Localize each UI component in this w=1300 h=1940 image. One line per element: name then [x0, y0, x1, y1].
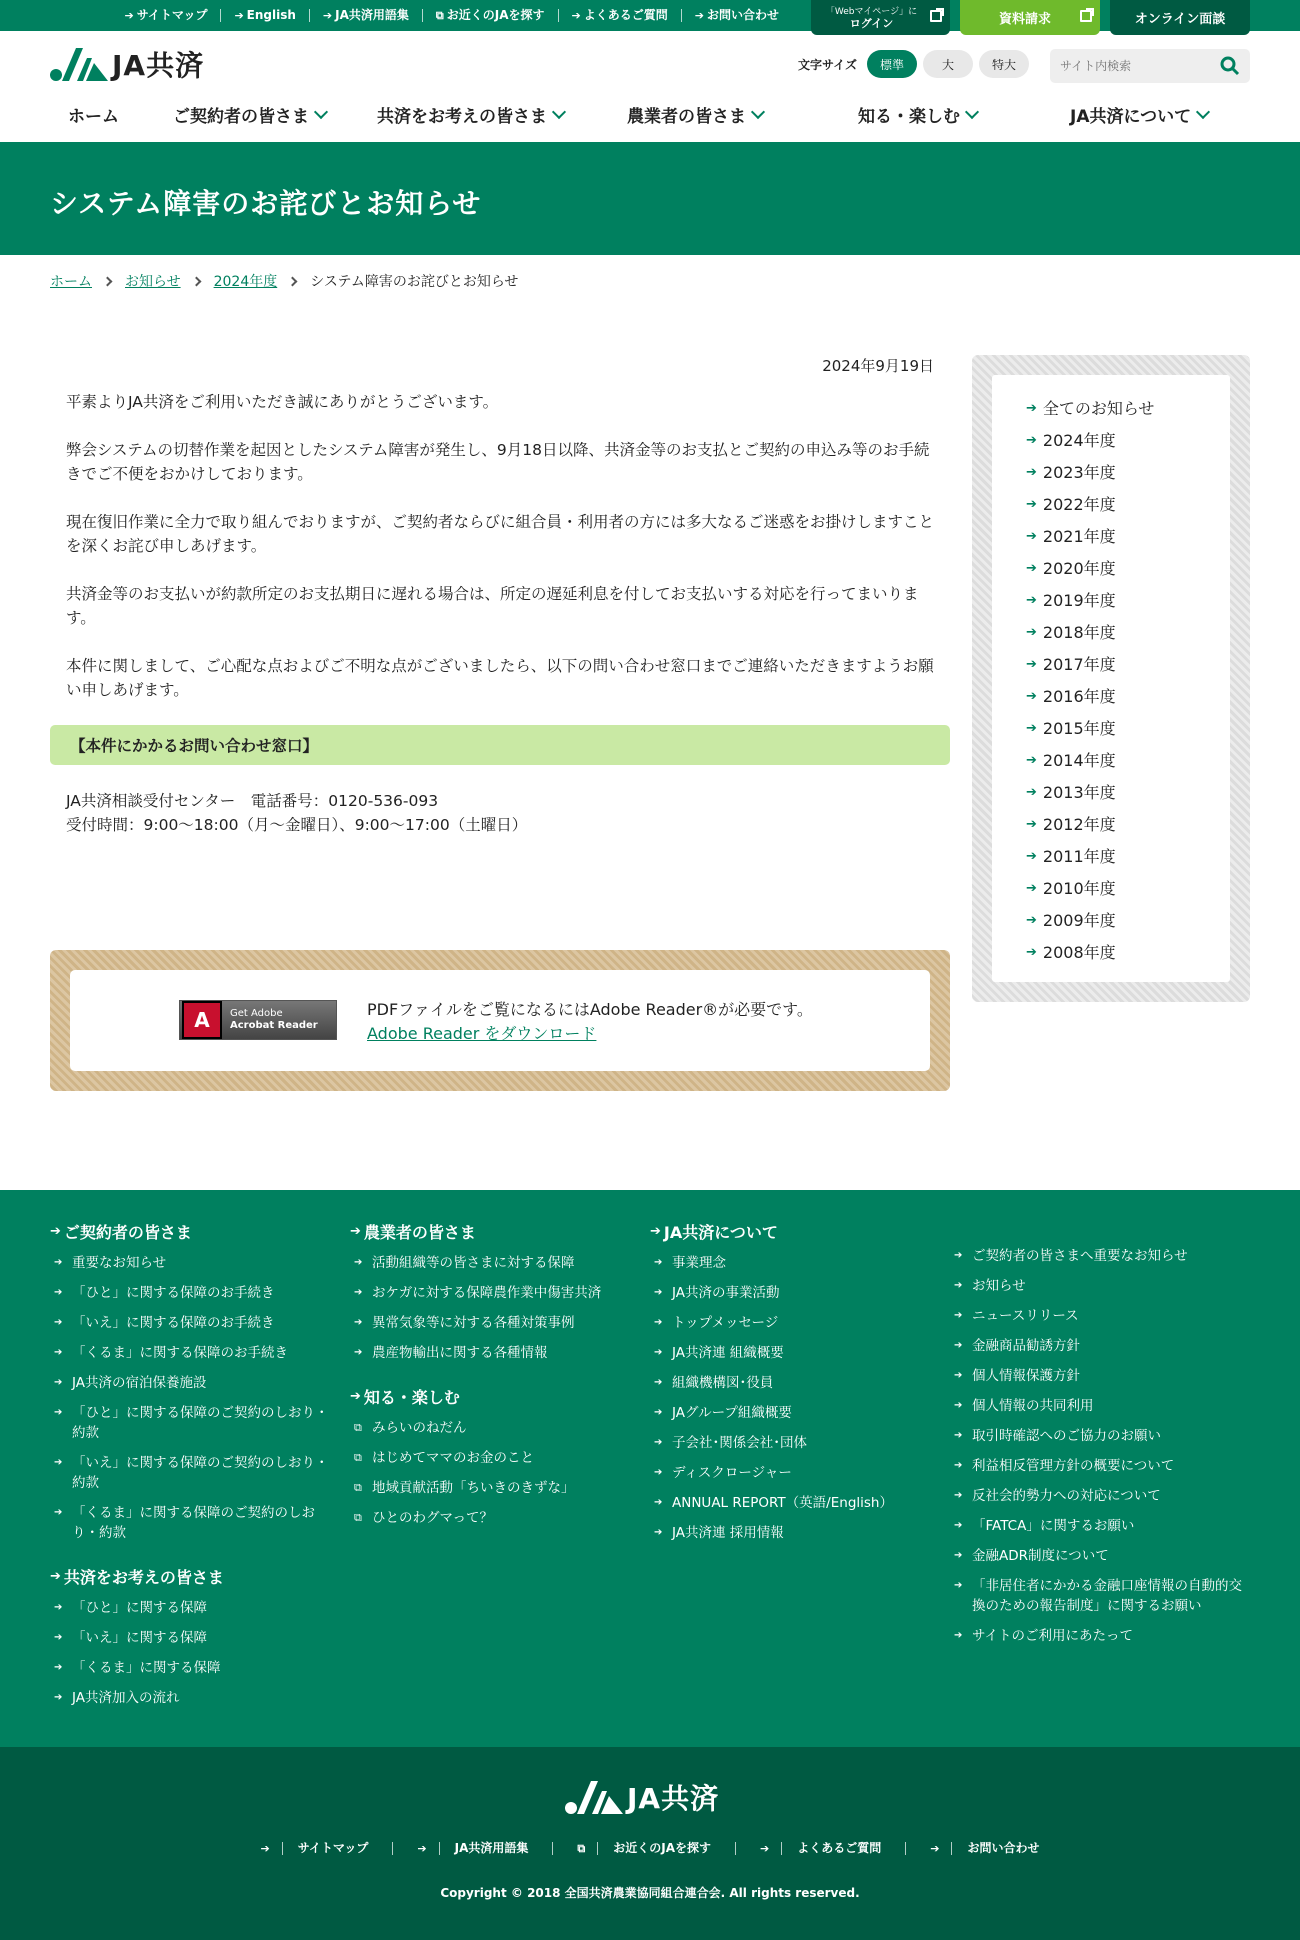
adobe-banner-text	[230, 1008, 318, 1032]
breadcrumb	[50, 271, 518, 291]
chevron-down-icon	[965, 105, 979, 119]
web-mypage-login-button[interactable]: 「Webマイページ」に ログイン	[811, 0, 950, 35]
arrow-right-icon: ➔	[650, 1224, 661, 1239]
footer-link[interactable]: ⧉ みらいのねだん	[350, 1418, 640, 1438]
arrow-right-icon: ➔	[1026, 849, 1037, 864]
arrow-right-icon: ➔	[1026, 913, 1037, 928]
footer-link[interactable]: ➔ 農産物輸出に関する各種情報	[350, 1343, 640, 1363]
arrow-right-icon: ➔	[405, 1842, 439, 1855]
article-date: 2024年9月19日	[822, 357, 934, 375]
adobe-get-text: Get Adobe	[230, 1008, 283, 1019]
arrow-right-icon: ➔	[350, 1389, 361, 1404]
gnav-about[interactable]: JA共済について	[1070, 102, 1208, 127]
arrow-right-icon: ➔	[50, 1224, 61, 1239]
footer-group	[50, 1565, 340, 1708]
footer-link[interactable]: ➔ 「FATCA」に関するお願い	[950, 1516, 1250, 1536]
arrow-right-icon: ➔	[350, 1224, 361, 1239]
arrow-right-icon: ➔	[1026, 401, 1037, 416]
arrow-right-icon: ➔	[1026, 753, 1037, 768]
footer-link[interactable]: ➔ 利益相反管理方針の概要について	[950, 1456, 1250, 1476]
request-materials-button[interactable]: 資料請求	[960, 0, 1100, 35]
util-link-sitemap[interactable]: ➔ サイトマップ	[112, 9, 222, 22]
online-meeting-button[interactable]: オンライン面談	[1110, 0, 1250, 35]
gnav-policyholders[interactable]: ご契約者の皆さま	[173, 102, 326, 127]
util-link-glossary[interactable]: ➔ JA共済用語集	[310, 9, 423, 22]
contact-info	[50, 789, 950, 837]
footer-bottom-links	[0, 1842, 1300, 1855]
copyright: Copyright © 2018 全国共済農業協同組合連合会. All rights reserved.	[440, 1886, 860, 1900]
sidebar-item[interactable]: ➔ 2013年度	[1026, 777, 1230, 809]
footer-heading[interactable]: ➔ 共済をお考えの皆さま	[50, 1568, 224, 1587]
search-icon[interactable]	[1220, 56, 1240, 76]
sidebar-item[interactable]: ➔ 2021年度	[1026, 521, 1230, 553]
arrow-right-icon: ➔	[918, 1842, 952, 1855]
pdf-reader-inner	[70, 970, 930, 1071]
footer-group	[350, 1385, 640, 1528]
arrow-right-icon: ➔	[1026, 817, 1037, 832]
footer-link[interactable]: ➔ 「いえ」に関する保障	[50, 1628, 340, 1648]
util-link-faq[interactable]: ➔ よくあるご質問	[559, 9, 682, 22]
arrow-right-icon: ➔	[249, 1842, 283, 1855]
arrow-right-icon: ➔	[124, 9, 134, 22]
arrow-right-icon: ➔	[1026, 721, 1037, 736]
footer-link[interactable]: ➔ 子会社･関係会社･団体	[650, 1433, 940, 1453]
arrow-right-icon: ➔	[322, 9, 333, 22]
gnav-learn-enjoy[interactable]: 知る・楽しむ	[858, 102, 977, 127]
gnav-home[interactable]: ホーム	[68, 107, 119, 127]
footer-link[interactable]: ➔ 個人情報の共同利用	[950, 1396, 1250, 1416]
sidebar-item[interactable]: ➔ 2011年度	[1026, 841, 1230, 873]
footer-link[interactable]: ➔ 「いえ」に関する保障のお手続き	[50, 1313, 340, 1333]
footer-link[interactable]: ➔ ご契約者の皆さまへ重要なお知らせ	[950, 1246, 1250, 1266]
arrow-right-icon: ➔	[1026, 785, 1037, 800]
footer-link[interactable]: ➔ JA共済連 採用情報	[650, 1523, 940, 1543]
footer-link[interactable]: ➔ JA共済の事業活動	[650, 1283, 940, 1303]
sidebar-item[interactable]: ➔ 全てのお知らせ	[1026, 393, 1230, 425]
footer-link[interactable]: ⧉ はじめてママのお金のこと	[350, 1448, 640, 1468]
util-link-find-ja[interactable]: ⧉ お近くのJAを探す	[423, 9, 559, 22]
footer-nav	[0, 1190, 1300, 1747]
footer-link[interactable]: ➔ 反社会的勢力への対応について	[950, 1486, 1250, 1506]
footer-link[interactable]: ➔ 「くるま」に関する保障のご契約のしおり・約款	[50, 1503, 340, 1543]
footer-heading[interactable]: ➔ 知る・楽しむ	[350, 1388, 460, 1407]
util-link-english[interactable]: ➔ English	[221, 9, 309, 22]
site-logo[interactable]: JA共済	[50, 44, 204, 84]
page-hero	[0, 142, 1300, 255]
contact-hours: 受付時間：9:00～18:00（月～金曜日）、9:00～17:00（土曜日）	[66, 816, 528, 834]
footer-link[interactable]: ➔ 「非居住者にかかる金融口座情報の自動的交換のための報告制度」に関するお願い	[950, 1576, 1250, 1616]
footer-link[interactable]: ⧉ 地域貢献活動「ちいきのきずな」	[350, 1478, 640, 1498]
font-size-large[interactable]: 大	[923, 50, 973, 78]
footer-link[interactable]: ➔ 「くるま」に関する保障	[50, 1658, 340, 1678]
ja-logo-icon	[565, 1779, 623, 1815]
arrow-right-icon: ➔	[571, 9, 581, 22]
sidebar-item[interactable]: ➔ 2020年度	[1026, 553, 1230, 585]
site-search	[1050, 49, 1250, 83]
article-paragraph: 現在復旧作業に全力で取り組んでおりますが、ご契約者ならびに組合員・利用者の方には多大なるご迷惑をお掛けしますことを深くお詫び申しあげます。	[66, 513, 935, 555]
arrow-right-icon: ➔	[748, 1842, 782, 1855]
sidebar-item[interactable]: ➔ 2023年度	[1026, 457, 1230, 489]
chevron-down-icon	[552, 105, 566, 119]
external-link-icon	[1080, 10, 1092, 22]
sidebar-list	[992, 375, 1230, 982]
footer-link[interactable]: ➔ トップメッセージ	[650, 1313, 940, 1333]
arrow-right-icon: ➔	[1026, 657, 1037, 672]
util-link-contact[interactable]: ➔ お問い合わせ	[694, 8, 779, 22]
arrow-right-icon: ➔	[1026, 625, 1037, 640]
external-link-icon: ⧉	[435, 9, 444, 22]
footer-link[interactable]: ➔ 異常気象等に対する各種対策事例	[350, 1313, 640, 1333]
gnav-farmers[interactable]: 農業者の皆さま	[627, 102, 763, 127]
sidebar-item[interactable]: ➔ 2019年度	[1026, 585, 1230, 617]
footer-link[interactable]: ➔ 「いえ」に関する保障のご契約のしおり・約款	[50, 1453, 340, 1493]
chevron-right-icon	[191, 276, 201, 286]
sidebar-item[interactable]: ➔ 2012年度	[1026, 809, 1230, 841]
chevron-down-icon	[1196, 105, 1210, 119]
footer-link[interactable]: ➔ ANNUAL REPORT（英語/English）	[650, 1493, 940, 1513]
top-utility-bar	[0, 0, 1300, 31]
footer-link[interactable]: ➔ 活動組織等の皆さまに対する保障	[350, 1253, 640, 1273]
font-size-switcher: 文字サイズ 標準 大 特大	[798, 50, 1035, 78]
footer-link[interactable]: ➔ 金融商品勧誘方針	[950, 1336, 1250, 1356]
footer-link[interactable]: ➔ 事業理念	[650, 1253, 940, 1273]
get-adobe-reader-banner[interactable]	[179, 1000, 337, 1040]
sidebar	[972, 355, 1250, 1002]
footer-link[interactable]: ➔ 取引時確認へのご協力のお願い	[950, 1426, 1250, 1446]
sidebar-item[interactable]: ➔ 2022年度	[1026, 489, 1230, 521]
sidebar-item[interactable]: ➔ 2010年度	[1026, 873, 1230, 905]
arrow-right-icon: ➔	[1026, 529, 1037, 544]
article-paragraph: 本件に関しまして、ご心配な点およびご不明な点がございましたら、以下の問い合わせ窓口までご連絡いただきますようお願い申しあげます。	[66, 657, 934, 699]
contact-phone: JA共済相談受付センター 電話番号：0120-536-093	[66, 792, 439, 810]
footer-link[interactable]: ➔ ディスクロージャー	[650, 1463, 940, 1483]
footer-link[interactable]: ➔ JAグループ組織概要	[650, 1403, 940, 1423]
footer-heading[interactable]: ➔ 農業者の皆さま	[350, 1223, 476, 1242]
footer-group	[50, 1220, 340, 1543]
arrow-right-icon: ➔	[1026, 561, 1037, 576]
page-title: システム障害のお詫びとお知らせ	[50, 187, 482, 220]
chevron-right-icon	[103, 276, 113, 286]
contact-heading: 【本件にかかるお問い合わせ窓口】	[50, 725, 950, 765]
arrow-right-icon: ➔	[1026, 881, 1037, 896]
footer-link-faq[interactable]: ➔ よくあるご質問	[736, 1842, 906, 1855]
pdf-notice-text: PDFファイルをご覧になるにはAdobe Reader®が必要です。	[367, 1000, 813, 1019]
footer-link-glossary[interactable]: ➔ JA共済用語集	[393, 1842, 553, 1855]
chevron-down-icon	[751, 105, 765, 119]
footer-link[interactable]: ➔ 「ひと」に関する保障	[50, 1598, 340, 1618]
footer-link[interactable]: ➔ 「ひと」に関する保障のご契約のしおり・約款	[50, 1403, 340, 1443]
footer-heading[interactable]: ➔ JA共済について	[650, 1223, 778, 1242]
pdf-reader-box	[50, 950, 950, 1091]
gnav-prospects[interactable]: 共済をお考えの皆さま	[377, 102, 564, 127]
footer-link-sitemap[interactable]: ➔ サイトマップ	[237, 1842, 394, 1855]
footer-col-4	[950, 1236, 1250, 1646]
footer-heading[interactable]: ➔ ご契約者の皆さま	[50, 1223, 192, 1242]
footer-link[interactable]: ➔ JA共済の宿泊保養施設	[50, 1373, 340, 1393]
external-link-icon	[930, 10, 942, 22]
article-paragraph: 平素よりJA共済をご利用いただき誠にありがとうございます。	[66, 393, 499, 411]
sidebar-item[interactable]: ➔ 2024年度	[1026, 425, 1230, 457]
arrow-right-icon: ➔	[694, 9, 704, 22]
adobe-download-link[interactable]: Adobe Reader をダウンロード	[367, 1024, 597, 1043]
breadcrumb-2024[interactable]: 2024年度	[213, 274, 278, 290]
article-body	[50, 390, 950, 702]
chevron-down-icon	[314, 105, 328, 119]
footer-link[interactable]: ➔ 「くるま」に関する保障のお手続き	[50, 1343, 340, 1363]
footer-link[interactable]: ➔ 「ひと」に関する保障のお手続き	[50, 1283, 340, 1303]
sidebar-item[interactable]: ➔ 2015年度	[1026, 713, 1230, 745]
footer-group	[350, 1220, 640, 1363]
acrobat-icon: A	[182, 1001, 222, 1039]
footer-link[interactable]: ➔ おケガに対する保障農作業中傷害共済	[350, 1283, 640, 1303]
footer-col-1	[50, 1220, 340, 1730]
footer-link[interactable]: ➔ 重要なお知らせ	[50, 1253, 340, 1273]
article-paragraph: 弊会システムの切替作業を起因としたシステム障害が発生し、9月18日以降、共済金等のお支払とご契約の申込み等のお手続きでご不便をおかけしております。	[66, 441, 930, 483]
footer-link[interactable]: ➔ ニュースリリース	[950, 1306, 1250, 1326]
arrow-right-icon: ➔	[1026, 593, 1037, 608]
footer-link[interactable]: ➔ お知らせ	[950, 1276, 1250, 1296]
pdf-notice	[367, 998, 813, 1046]
footer-link-contact[interactable]: ➔ お問い合わせ	[906, 1842, 1063, 1855]
sidebar-item[interactable]: ➔ 2018年度	[1026, 617, 1230, 649]
footer-group	[650, 1220, 940, 1543]
utility-links	[112, 0, 792, 31]
arrow-right-icon: ➔	[234, 9, 244, 22]
adobe-name-text: Acrobat Reader	[230, 1020, 318, 1031]
footer-link[interactable]: ➔ 組織機構図･役員	[650, 1373, 940, 1393]
sidebar-item[interactable]: ➔ 2014年度	[1026, 745, 1230, 777]
breadcrumb-home[interactable]: ホーム	[50, 274, 92, 290]
breadcrumb-news[interactable]: お知らせ	[125, 274, 181, 290]
sidebar-item[interactable]: ➔ 2017年度	[1026, 649, 1230, 681]
footer-link[interactable]: ⧉ ひとのわグマって？	[350, 1508, 640, 1528]
footer-logo[interactable]: JA共済	[565, 1777, 719, 1817]
arrow-right-icon: ➔	[1026, 689, 1037, 704]
arrow-right-icon: ➔	[50, 1569, 61, 1584]
sidebar-item[interactable]: ➔ 2008年度	[1026, 937, 1230, 969]
sidebar-item[interactable]: ➔ 2016年度	[1026, 681, 1230, 713]
search-input[interactable]	[1050, 49, 1210, 83]
chevron-right-icon	[288, 276, 298, 286]
footer-link-find-ja[interactable]: ⧉ お近くのJAを探す	[553, 1842, 736, 1855]
footer-link[interactable]: ➔ サイトのご利用にあたって	[950, 1626, 1250, 1646]
arrow-right-icon: ➔	[1026, 433, 1037, 448]
ja-logo-icon	[50, 46, 108, 82]
article	[50, 355, 950, 837]
footer-bottom	[0, 1747, 1300, 1940]
breadcrumb-current: システム障害のお詫びとお知らせ	[310, 274, 519, 290]
sidebar-item[interactable]: ➔ 2009年度	[1026, 905, 1230, 937]
article-paragraph: 共済金等のお支払いが約款所定のお支払期日に遅れる場合は、所定の遅延利息を付してお支払いする対応を行ってまいります。	[66, 585, 919, 627]
external-link-icon: ⧉	[565, 1842, 598, 1855]
footer-link[interactable]: ➔ JA共済連 組織概要	[650, 1343, 940, 1363]
footer-link[interactable]: ➔ JA共済加入の流れ	[50, 1688, 340, 1708]
footer-col-2	[350, 1220, 640, 1550]
footer-col-3	[650, 1220, 940, 1565]
footer-link[interactable]: ➔ 個人情報保護方針	[950, 1366, 1250, 1386]
arrow-right-icon: ➔	[1026, 945, 1037, 960]
font-size-xlarge[interactable]: 特大	[979, 50, 1029, 78]
font-size-standard[interactable]: 標準	[867, 50, 917, 78]
arrow-right-icon: ➔	[1026, 465, 1037, 480]
global-nav	[0, 94, 1300, 142]
footer-link[interactable]: ➔ 金融ADR制度について	[950, 1546, 1250, 1566]
arrow-right-icon: ➔	[1026, 497, 1037, 512]
